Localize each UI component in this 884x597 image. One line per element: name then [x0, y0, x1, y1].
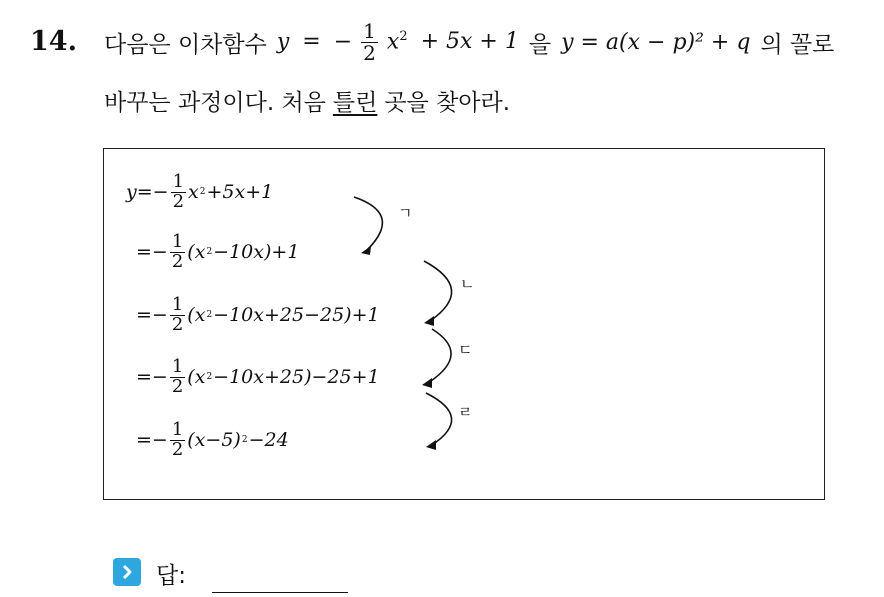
- func-fraction: [361, 18, 378, 65]
- eq-x: (x: [187, 304, 206, 327]
- question-suffix: 의 꼴로: [760, 31, 835, 58]
- question-intro: 다음은 이차함수: [104, 31, 267, 58]
- func-rest: + 5x + 1: [420, 29, 519, 54]
- answer-blank[interactable]: [212, 592, 348, 593]
- step-label-digeut: ㄷ: [458, 341, 473, 359]
- eq-frac-num: 1: [171, 294, 184, 315]
- target-form: y = a(x − p)² + q: [561, 29, 751, 55]
- func-x: x: [386, 29, 400, 54]
- eq-exp: 2: [199, 187, 206, 198]
- func-frac-num: 1: [363, 18, 376, 43]
- func-exp: 2: [399, 28, 408, 44]
- arrow-head-4: [426, 440, 436, 450]
- arrow-step-4: [426, 393, 452, 445]
- step-arrows: [104, 149, 824, 499]
- eq-frac-num: 1: [171, 356, 184, 377]
- step-label-nieun: ㄴ: [460, 275, 475, 293]
- arrow-step-1: [354, 197, 382, 251]
- eq-tail: −10x)+1: [213, 241, 300, 264]
- eq-lead: =−: [136, 429, 168, 452]
- eq-tail: +5x+1: [206, 181, 274, 204]
- arrow-step-3: [428, 329, 451, 383]
- eq-frac-den: 2: [172, 190, 185, 212]
- question-line2-before: 바꾸는 과정이다. 처음: [104, 89, 326, 116]
- func-y: y: [276, 29, 290, 54]
- chevron-glyph: [119, 564, 135, 580]
- quadratic-function: [276, 18, 519, 65]
- eq-x: (x: [187, 366, 206, 389]
- question-particle: 을: [528, 31, 552, 58]
- func-eq: =: [302, 29, 321, 54]
- eq-x: x: [188, 181, 199, 204]
- eq-tail: −10x+25−25)+1: [213, 304, 380, 327]
- eq-lead: y=−: [126, 181, 169, 204]
- func-frac-den: 2: [363, 40, 376, 65]
- answer-label: 답:: [156, 563, 186, 589]
- eq-lead: =−: [136, 241, 168, 264]
- arrow-step-2: [424, 261, 452, 321]
- eq-lead: =−: [136, 304, 168, 327]
- eq-frac-num: 1: [171, 419, 184, 440]
- eq-exp: 2: [206, 310, 213, 321]
- eq-frac-den: 2: [171, 250, 184, 272]
- eq-lead: =−: [136, 366, 168, 389]
- eq-exp: 2: [241, 435, 248, 446]
- chevron-right-icon: [113, 558, 141, 586]
- eq-tail: −10x+25)−25+1: [213, 366, 380, 389]
- arrow-head-3: [422, 378, 432, 388]
- eq-frac-den: 2: [171, 313, 184, 335]
- derivation-box: [103, 148, 825, 500]
- question-line-2: [104, 82, 510, 118]
- eq-x: (x: [187, 241, 206, 264]
- eq-frac-den: 2: [171, 375, 184, 397]
- eq-frac-den: 2: [171, 438, 184, 460]
- step-label-giyeok: ㄱ: [398, 204, 413, 222]
- step-label-rieul: ㄹ: [458, 403, 473, 421]
- eq-x: (x−5): [187, 429, 241, 452]
- question-line2-after: 곳을 찾아라.: [384, 89, 511, 116]
- arrow-head-2: [424, 316, 434, 326]
- arrow-head-1: [361, 246, 371, 255]
- eq-exp: 2: [206, 372, 213, 383]
- question-line-1: [104, 14, 834, 70]
- eq-frac-num: 1: [172, 171, 185, 192]
- question-number: 14.: [30, 26, 77, 57]
- eq-exp: 2: [206, 247, 213, 258]
- underlined-word: 틀린: [332, 89, 378, 116]
- eq-tail: −24: [248, 429, 289, 452]
- eq-frac-num: 1: [171, 231, 184, 252]
- func-minus: −: [333, 29, 353, 54]
